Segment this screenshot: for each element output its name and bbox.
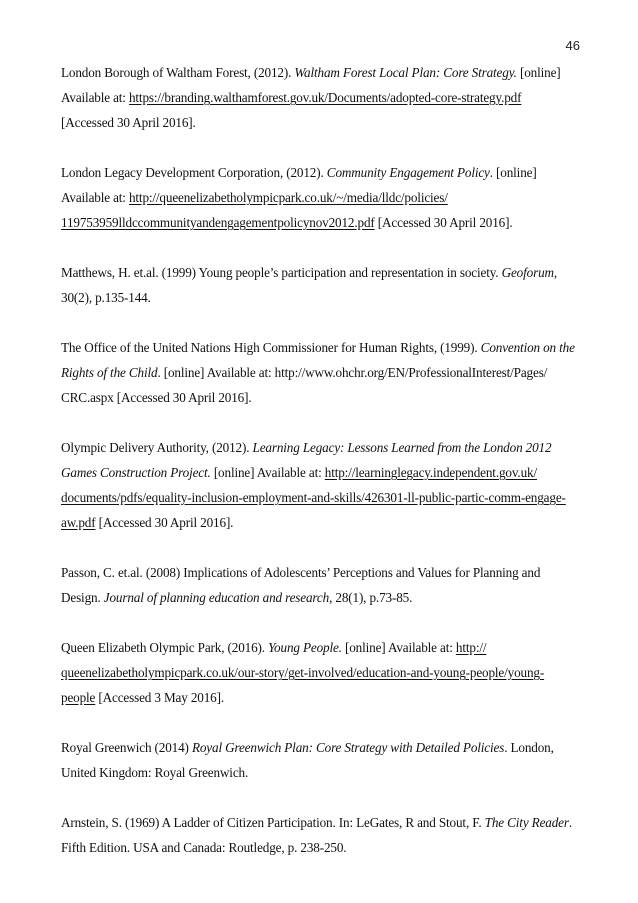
reference-text: The Office of the United Nations High Commissioner for Human Rights, (1999). [61,340,481,355]
reference-entry [61,735,591,785]
reference-text: Queen Elizabeth Olympic Park, (2016). [61,640,269,655]
reference-text: Arnstein, S. (1969) A Ladder of Citizen Participation. In: LeGates, R and Stout, F. [61,815,485,830]
reference-text: [online] [516,65,561,80]
reference-text: [Accessed 30 April 2016]. [374,215,513,230]
reference-text: London Legacy Development Corporation, (2012). [61,165,327,180]
reference-entry [61,810,591,860]
reference-title: Learning Legacy: Lessons Learned from the London 2012 [252,440,552,455]
reference-title: Young People. [268,640,342,655]
reference-title: Community Engagement Policy [326,165,490,180]
reference-text: , 28(1), p.73-85. [329,590,413,605]
reference-entry [61,260,591,310]
reference-text: [online] Available at: [341,640,456,655]
reference-entry [61,435,591,535]
reference-title: Games Construction Project. [61,465,211,480]
page-number: 46 [565,38,580,53]
reference-link[interactable]: queenelizabetholympicpark.co.uk/our-story/get-involved/education-and-young-people/young- [61,665,545,680]
reference-link[interactable]: https://branding.walthamforest.gov.uk/Documents/adopted-core-strategy.pdf [128,90,522,105]
reference-title: The City Reader [484,815,569,830]
reference-entry [61,635,591,710]
reference-link[interactable]: http://queenelizabetholympicpark.co.uk/~/media/lldc/policies/ [128,190,448,205]
reference-text: . [online] Available at: http://www.ohchr.org/EN/ProfessionalInterest/Pages/ [157,365,548,380]
reference-text: Available at: [61,190,129,205]
reference-entry [61,560,591,610]
reference-text: [Accessed 30 April 2016]. [95,515,234,530]
reference-link[interactable]: people [61,690,96,705]
reference-link[interactable]: aw.pdf [61,515,96,530]
reference-text: . [online] [489,165,537,180]
reference-text: CRC.aspx [Accessed 30 April 2016]. [61,390,252,405]
reference-text: Design. [61,590,104,605]
reference-entry [61,335,591,410]
reference-text: , [553,265,558,280]
reference-text: 30(2), p.135-144. [61,290,151,305]
reference-text: Royal Greenwich (2014) [61,740,192,755]
reference-text: United Kingdom: Royal Greenwich. [61,765,249,780]
reference-text: . London, [504,740,554,755]
reference-entry [61,160,591,235]
reference-title: Geoforum [501,265,554,280]
reference-link[interactable]: http:// [455,640,487,655]
reference-link[interactable]: documents/pdfs/equality-inclusion-employment-and-skills/426301-ll-public-partic-comm-engage- [61,490,566,505]
reference-link[interactable]: http://learninglegacy.independent.gov.uk/ [324,465,537,480]
reference-text: Olympic Delivery Authority, (2012). [61,440,253,455]
reference-text: Available at: [61,90,129,105]
reference-title: Journal of planning education and research [103,590,330,605]
reference-text: London Borough of Waltham Forest, (2012). [61,65,295,80]
reference-title: Rights of the Child [61,365,158,380]
reference-entry [61,60,591,135]
reference-title: Royal Greenwich Plan: Core Strategy with Detailed Policies [191,740,505,755]
reference-text: [online] Available at: [210,465,325,480]
reference-title: Waltham Forest Local Plan: Core Strategy. [294,65,517,80]
reference-text: . [568,815,573,830]
reference-text: Passon, C. et.al. (2008) Implications of Adolescents’ Perceptions and Values for Planning and [61,565,541,580]
reference-title: Convention on the [480,340,575,355]
reference-link[interactable]: 119753959lldccommunityandengagementpolicynov2012.pdf [61,215,375,230]
reference-text: Matthews, H. et.al. (1999) Young people’s participation and representation in society. [61,265,502,280]
reference-text: [Accessed 3 May 2016]. [95,690,225,705]
reference-list [61,60,591,885]
reference-text: [Accessed 30 April 2016]. [61,115,196,130]
reference-text: Fifth Edition. USA and Canada: Routledge, p. 238-250. [61,840,347,855]
